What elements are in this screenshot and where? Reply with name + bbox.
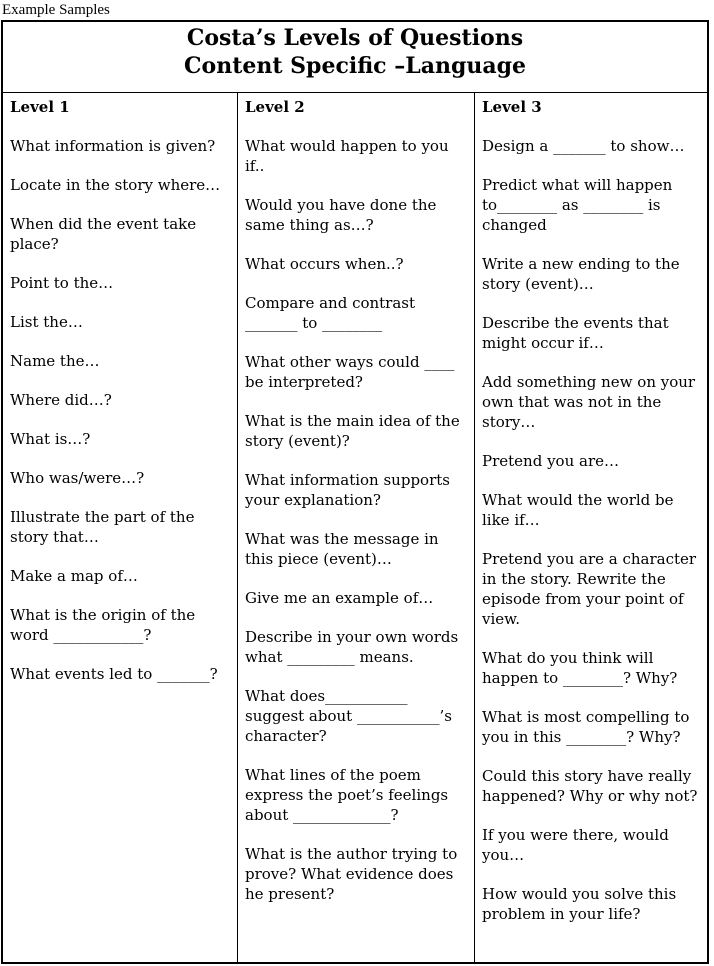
question-item: Compare and contrast _______ to ________ (245, 294, 416, 332)
question-item: Describe in your own words what _________ means. (245, 628, 459, 666)
level-3-heading: Level 3 (482, 98, 542, 116)
question-item: What would the world be like if… (482, 491, 674, 529)
question-item: What events led to _______? (10, 665, 218, 683)
question-item: Predict what will happen to________ as ________ is changed (482, 176, 673, 234)
question-item: Where did…? (10, 391, 112, 409)
question-item: What is the author trying to prove? What evidence does he present? (245, 845, 458, 903)
level-1-heading: Level 1 (10, 98, 70, 116)
question-item: When did the event take place? (10, 215, 197, 253)
question-item: If you were there, would you… (482, 826, 669, 864)
question-item: Add something new on your own that was not in the story… (482, 373, 696, 431)
title-line-1: Costa’s Levels of Questions (186, 25, 524, 51)
question-item: What information is given? (10, 137, 216, 155)
level-2-heading: Level 2 (245, 98, 305, 116)
level-columns (3, 93, 707, 962)
question-item: What is the main idea of the story (event)? (245, 412, 460, 450)
table-title (3, 22, 707, 93)
question-item: Point to the… (10, 274, 114, 292)
question-item: Pretend you are… (482, 452, 619, 470)
question-item: How would you solve this problem in your life? (482, 885, 677, 923)
question-item: Illustrate the part of the story that… (10, 508, 195, 546)
caption: Example Samples (2, 2, 110, 18)
question-item: Describe the events that might occur if… (482, 314, 669, 352)
question-item: List the… (10, 313, 83, 331)
level-3-column (475, 93, 707, 962)
question-item: Design a _______ to show… (482, 137, 685, 155)
question-item: Pretend you are a character in the story. Rewrite the episode from your point of view. (482, 550, 697, 628)
question-item: What information supports your explanation? (245, 471, 450, 509)
question-item: Locate in the story where… (10, 176, 221, 194)
question-item: What is the origin of the word ____________? (10, 606, 196, 644)
question-item: What occurs when..? (245, 255, 404, 273)
question-item: What do you think will happen to ________? Why? (482, 649, 678, 687)
question-item: What does___________ suggest about ___________’s character? (245, 687, 452, 745)
question-item: What lines of the poem express the poet’s feelings about _____________? (245, 766, 449, 824)
question-item: Give me an example of… (245, 589, 434, 607)
question-item: What was the message in this piece (event)… (245, 530, 439, 568)
question-item: Would you have done the same thing as…? (245, 196, 437, 234)
question-item: What would happen to you if.. (245, 137, 449, 175)
question-item: Make a map of… (10, 567, 138, 585)
level-1-column (3, 93, 238, 962)
question-item: What is…? (10, 430, 91, 448)
question-item: Who was/were…? (10, 469, 145, 487)
question-item: Write a new ending to the story (event)… (482, 255, 680, 293)
level-2-column (238, 93, 475, 962)
title-line-2: Content Specific –Language (184, 53, 526, 79)
question-item: What other ways could ____ be interpreted? (245, 353, 455, 391)
question-item: What is most compelling to you in this ________? Why? (482, 708, 690, 746)
question-item: Name the… (10, 352, 100, 370)
questions-table (1, 20, 709, 964)
question-item: Could this story have really happened? Why or why not? (482, 767, 698, 805)
